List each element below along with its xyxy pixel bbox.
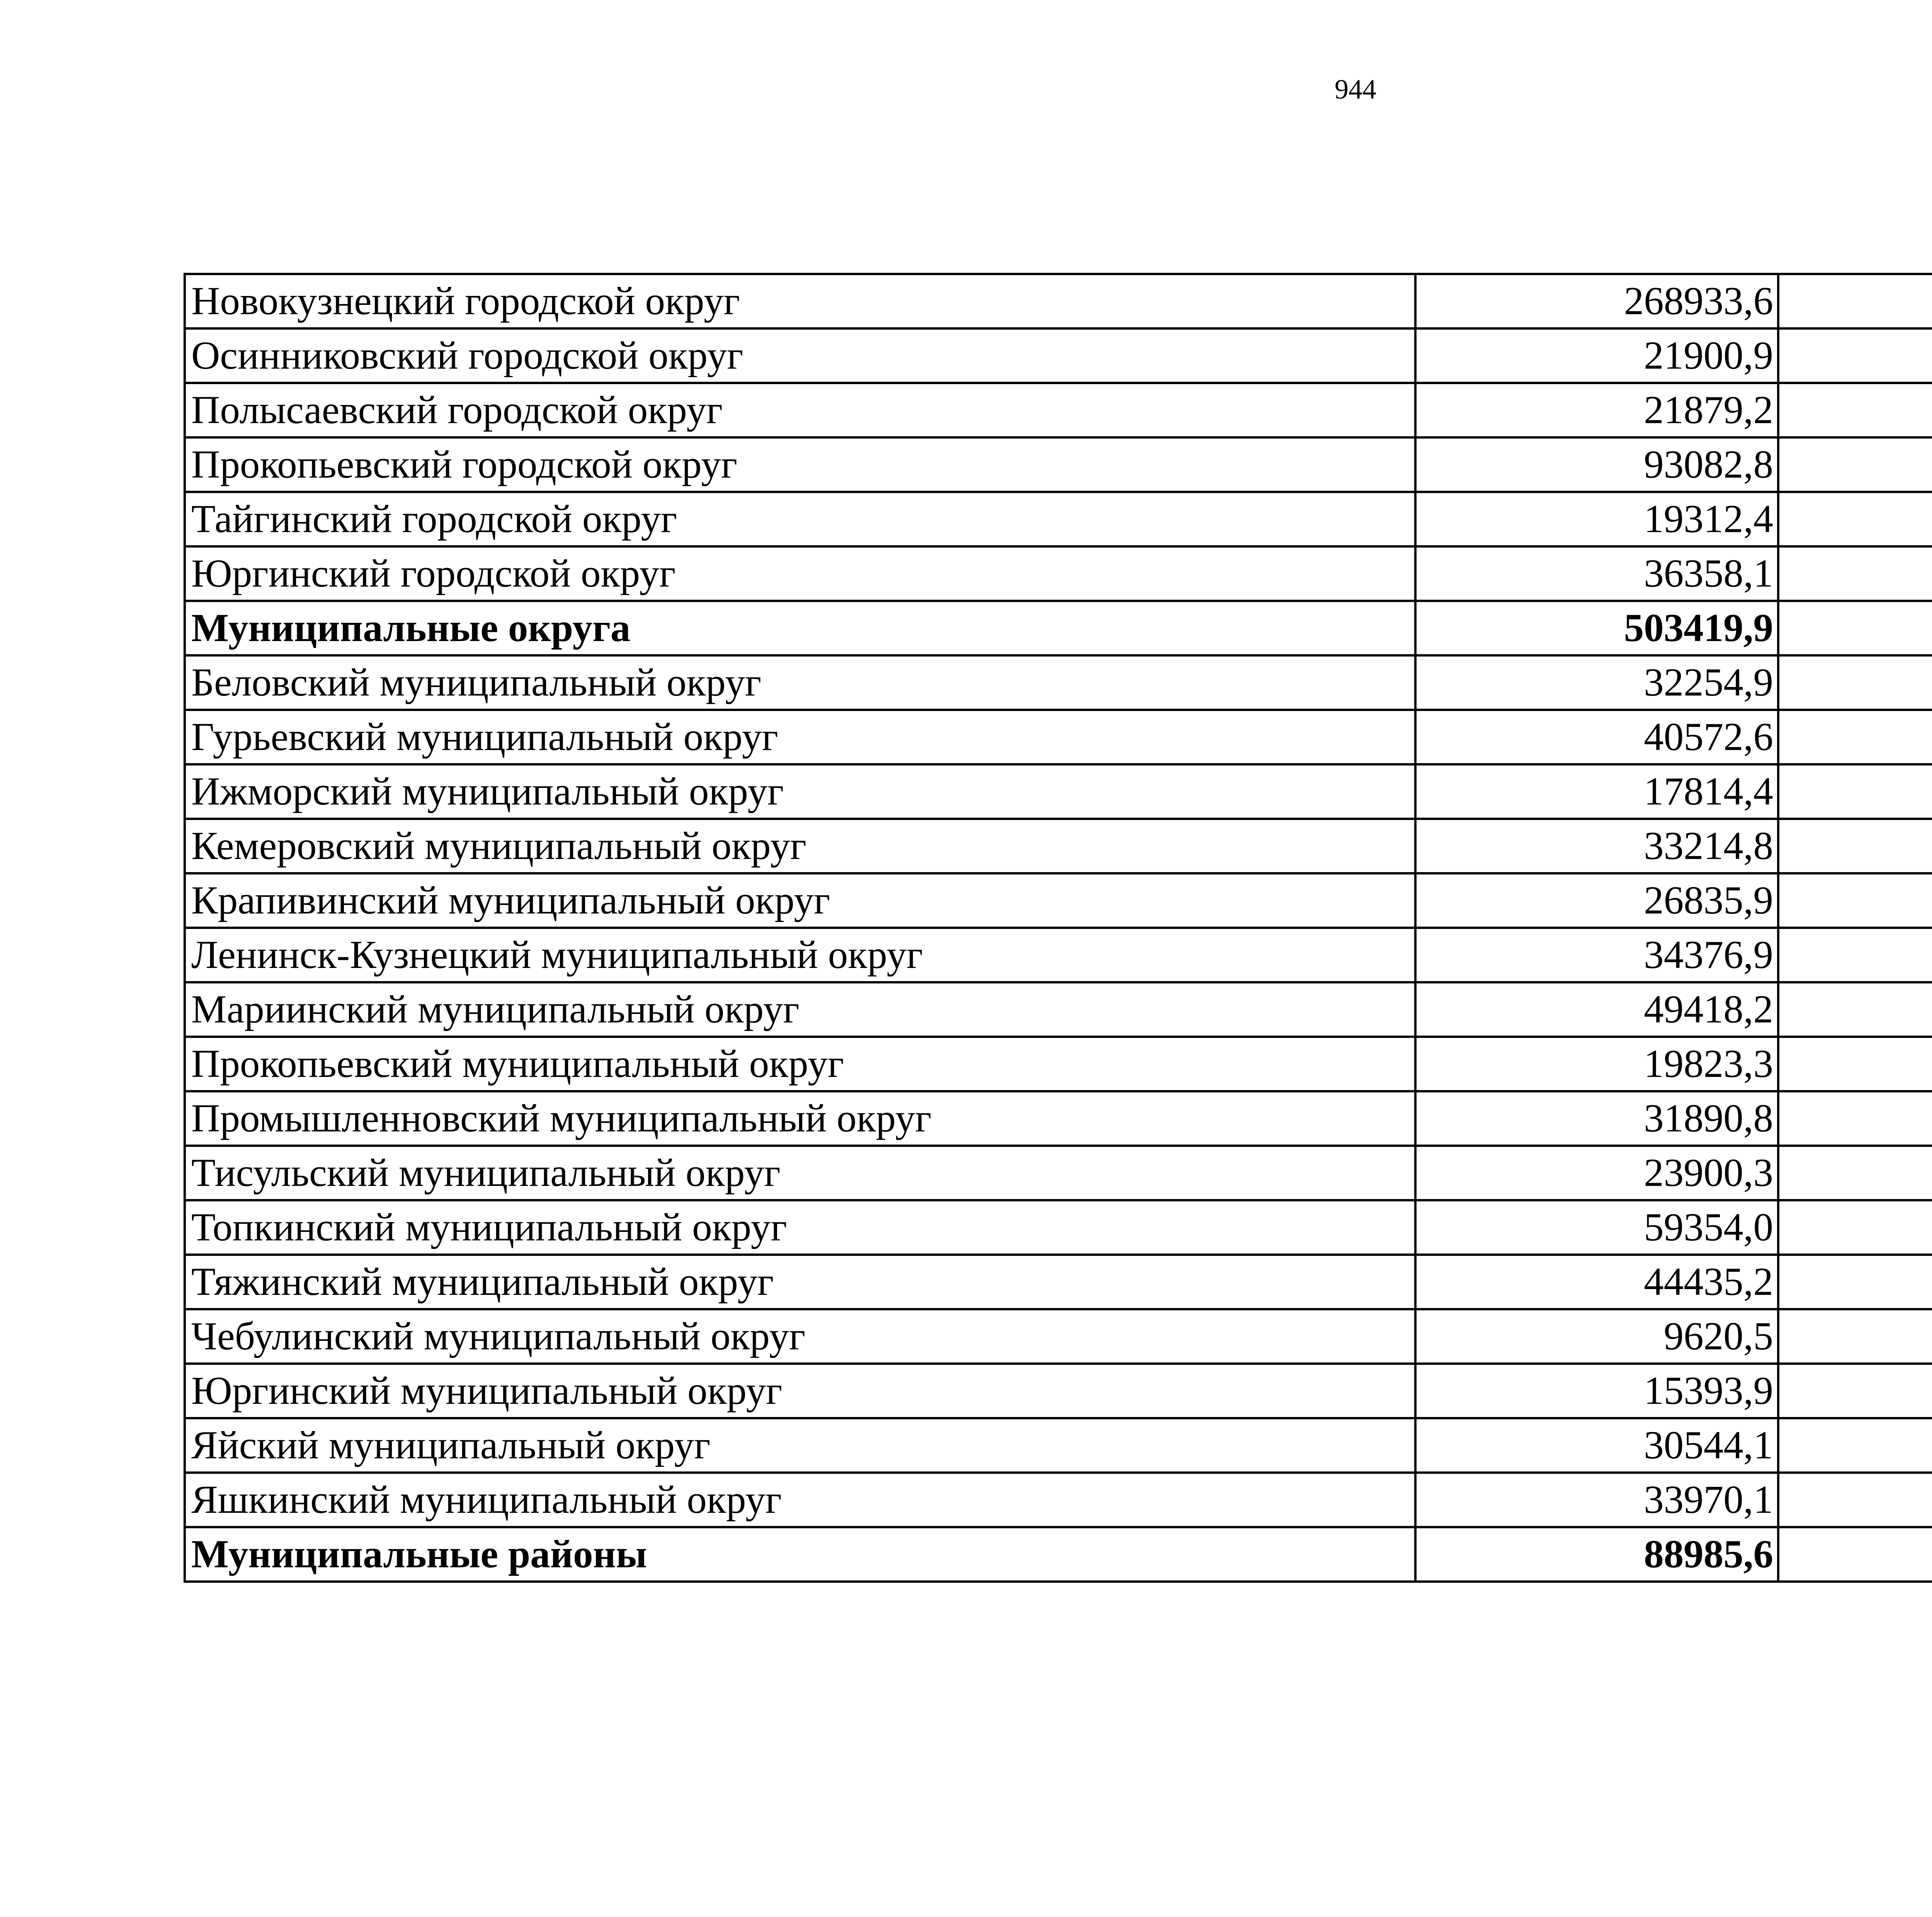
- municipality-name-cell: Кемеровский муниципальный округ: [185, 819, 1415, 873]
- municipality-name-cell: Промышленновский муниципальный округ: [185, 1091, 1415, 1146]
- value-cell-2: [1778, 437, 1932, 492]
- value-cell-2: [1778, 328, 1932, 383]
- value-cell-1: 34376,9: [1415, 928, 1778, 982]
- table-row: [185, 546, 1932, 601]
- value-cell-2: [1778, 982, 1932, 1037]
- table-row: [185, 328, 1932, 383]
- table-row-subtotal: [185, 1527, 1932, 1582]
- municipality-name-cell: Муниципальные районы: [185, 1527, 1415, 1582]
- municipality-name-cell: Юргинский муниципальный округ: [185, 1364, 1415, 1418]
- table-row: [185, 1200, 1932, 1255]
- table-row: [185, 437, 1932, 492]
- value-cell-2: [1778, 1255, 1932, 1309]
- table-row: [185, 274, 1932, 328]
- value-cell-1: 268933,6: [1415, 274, 1778, 328]
- value-cell-1: 33970,1: [1415, 1473, 1778, 1527]
- value-cell-1: 503419,9: [1415, 601, 1778, 655]
- value-cell-2: [1778, 1200, 1932, 1255]
- value-cell-1: 93082,8: [1415, 437, 1778, 492]
- municipality-name-cell: Муниципальные округа: [185, 601, 1415, 655]
- value-cell-1: 31890,8: [1415, 1091, 1778, 1146]
- table-body: [185, 274, 1932, 1582]
- table-row: [185, 764, 1932, 819]
- municipality-name-cell: Яшкинский муниципальный округ: [185, 1473, 1415, 1527]
- value-cell-1: 59354,0: [1415, 1200, 1778, 1255]
- table-row: [185, 819, 1932, 873]
- table-row: [185, 1473, 1932, 1527]
- value-cell-1: 30544,1: [1415, 1418, 1778, 1473]
- value-cell-2: [1778, 1364, 1932, 1418]
- table-row: [185, 492, 1932, 546]
- table-row: [185, 1309, 1932, 1364]
- table-row: [185, 1255, 1932, 1309]
- table-row: [185, 710, 1932, 764]
- budget-table: [184, 273, 1932, 1583]
- value-cell-1: 21900,9: [1415, 328, 1778, 383]
- municipality-name-cell: Осинниковский городской округ: [185, 328, 1415, 383]
- value-cell-2: [1778, 492, 1932, 546]
- value-cell-2: [1778, 1309, 1932, 1364]
- municipality-name-cell: Топкинский муниципальный округ: [185, 1200, 1415, 1255]
- value-cell-1: 33214,8: [1415, 819, 1778, 873]
- value-cell-1: 17814,4: [1415, 764, 1778, 819]
- value-cell-1: 49418,2: [1415, 982, 1778, 1037]
- municipality-name-cell: Ленинск-Кузнецкий муниципальный округ: [185, 928, 1415, 982]
- table-row: [185, 1146, 1932, 1200]
- municipality-name-cell: Тайгинский городской округ: [185, 492, 1415, 546]
- table-row: [185, 873, 1932, 928]
- value-cell-1: 44435,2: [1415, 1255, 1778, 1309]
- value-cell-1: 19823,3: [1415, 1037, 1778, 1091]
- municipality-name-cell: Тисульский муниципальный округ: [185, 1146, 1415, 1200]
- value-cell-2: [1778, 819, 1932, 873]
- municipality-name-cell: Тяжинский муниципальный округ: [185, 1255, 1415, 1309]
- value-cell-2: [1778, 764, 1932, 819]
- municipality-name-cell: Беловский муниципальный округ: [185, 655, 1415, 710]
- value-cell-2: [1778, 710, 1932, 764]
- table-row: [185, 1418, 1932, 1473]
- table-row: [185, 655, 1932, 710]
- value-cell-1: 9620,5: [1415, 1309, 1778, 1364]
- value-cell-2: [1778, 1473, 1932, 1527]
- value-cell-2: [1778, 928, 1932, 982]
- value-cell-2: [1778, 546, 1932, 601]
- value-cell-2: [1778, 1146, 1932, 1200]
- municipality-name-cell: Новокузнецкий городской округ: [185, 274, 1415, 328]
- value-cell-1: 23900,3: [1415, 1146, 1778, 1200]
- page-number: 944: [1335, 74, 1376, 105]
- municipality-name-cell: Крапивинский муниципальный округ: [185, 873, 1415, 928]
- value-cell-1: 21879,2: [1415, 383, 1778, 437]
- value-cell-1: 15393,9: [1415, 1364, 1778, 1418]
- municipality-name-cell: Юргинский городской округ: [185, 546, 1415, 601]
- municipality-name-cell: Прокопьевский муниципальный округ: [185, 1037, 1415, 1091]
- municipality-name-cell: Гурьевский муниципальный округ: [185, 710, 1415, 764]
- value-cell-1: 88985,6: [1415, 1527, 1778, 1582]
- value-cell-2: [1778, 1037, 1932, 1091]
- value-cell-1: 19312,4: [1415, 492, 1778, 546]
- table-row: [185, 982, 1932, 1037]
- value-cell-2: [1778, 274, 1932, 328]
- municipality-name-cell: Яйский муниципальный округ: [185, 1418, 1415, 1473]
- value-cell-2: [1778, 1527, 1932, 1582]
- value-cell-1: 26835,9: [1415, 873, 1778, 928]
- table-row: [185, 383, 1932, 437]
- value-cell-1: 32254,9: [1415, 655, 1778, 710]
- municipality-name-cell: Чебулинский муниципальный округ: [185, 1309, 1415, 1364]
- value-cell-2: [1778, 601, 1932, 655]
- table-row: [185, 1364, 1932, 1418]
- value-cell-2: [1778, 1091, 1932, 1146]
- value-cell-2: [1778, 383, 1932, 437]
- value-cell-1: 36358,1: [1415, 546, 1778, 601]
- table-row: [185, 928, 1932, 982]
- municipality-name-cell: Прокопьевский городской округ: [185, 437, 1415, 492]
- table-row: [185, 1037, 1932, 1091]
- value-cell-2: [1778, 655, 1932, 710]
- table-row-subtotal: [185, 601, 1932, 655]
- value-cell-2: [1778, 1418, 1932, 1473]
- municipality-name-cell: Ижморский муниципальный округ: [185, 764, 1415, 819]
- value-cell-2: [1778, 873, 1932, 928]
- value-cell-1: 40572,6: [1415, 710, 1778, 764]
- municipality-name-cell: Мариинский муниципальный округ: [185, 982, 1415, 1037]
- table-row: [185, 1091, 1932, 1146]
- municipality-name-cell: Полысаевский городской округ: [185, 383, 1415, 437]
